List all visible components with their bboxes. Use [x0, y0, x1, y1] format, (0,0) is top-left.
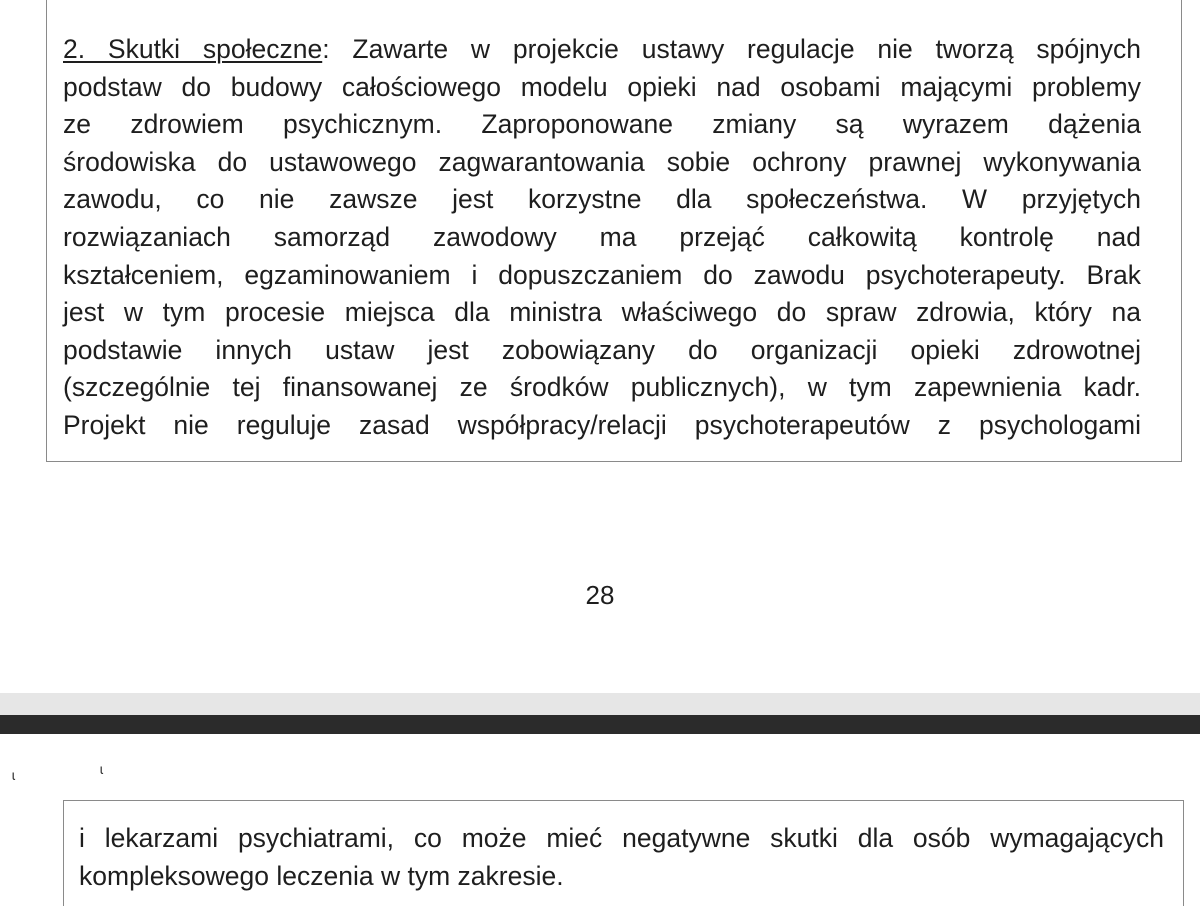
text-line: rozwiązaniach samorząd zawodowy ma przejąć całkowitą kontrolę nad [63, 221, 1141, 252]
page-separator-bar [0, 715, 1200, 734]
scan-mark: ɩ [100, 761, 104, 777]
text-line: podstawie innych ustaw jest zobowiązany do organizacji opieki zdrowotnej [63, 334, 1141, 365]
paragraph-continuation [79, 820, 1164, 895]
text-line: zawodu, co nie zawsze jest korzystne dla społeczeństwa. W przyjętych [63, 184, 1141, 215]
text-line: środowiska do ustawowego zagwarantowania sobie ochrony prawnej wykonywania [63, 146, 1141, 177]
paragraph-social-effects [63, 31, 1141, 445]
text-line: kształceniem, egzaminowaniem i dopuszczaniem do zawodu psychoterapeuty. Brak [63, 259, 1141, 290]
text-line: i lekarzami psychiatrami, co może mieć negatywne skutki dla osób wymagających [79, 823, 1164, 853]
text-line: (szczególnie tej finansowanej ze środków publicznych), w tym zapewnienia kadr. [63, 372, 1141, 403]
page-number: 28 [585, 580, 615, 610]
text-line: podstaw do budowy całościowego modelu opieki nad osobami mającymi problemy [63, 71, 1141, 102]
text-line: 2. Skutki społeczne: Zawarte w projekcie ustawy regulacje nie tworzą spójnych [63, 34, 1141, 64]
text-line: Projekt nie reguluje zasad współpracy/relacji psychoterapeutów z psychologami [63, 409, 1141, 440]
section-heading: 2. Skutki społeczne [63, 34, 323, 64]
text-line: jest w tym procesie miejsca dla ministra właściwego do spraw zdrowia, który na [63, 297, 1141, 328]
text-line: kompleksowego leczenia w tym zakresie. [79, 860, 564, 891]
page-gap [0, 693, 1200, 715]
text-line: ze zdrowiem psychicznym. Zaproponowane zmiany są wyrazem dążenia [63, 109, 1141, 140]
scan-mark: ɩ [12, 767, 16, 783]
